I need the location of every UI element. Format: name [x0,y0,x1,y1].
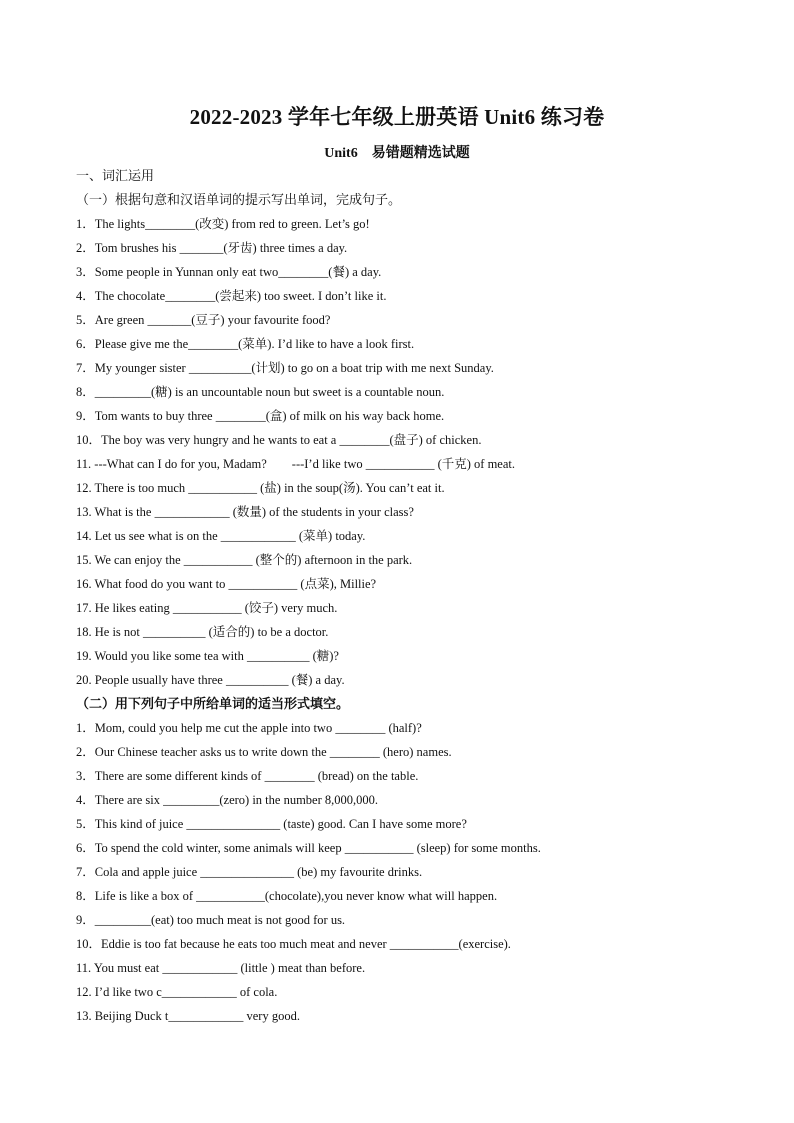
question-item: 14. Let us see what is on the ____________ (菜单) today. [76,529,366,543]
question-item: 12. There is too much ___________ (盐) in the soup(汤). You can’t eat it. [76,481,445,495]
question-item: 11. You must eat ____________ (little ) meat than before. [76,961,366,975]
question-item: 11. ---What can I do for you, Madam? ---I’d like two ___________ (千克) of meat. [76,457,515,471]
question-item: 16. What food do you want to ___________ (点菜), Millie? [76,577,377,591]
question-item: 15. We can enjoy the ___________ (整个的) afternoon in the park. [76,553,413,567]
question-item: 7．Cola and apple juice _______________ (be) my favourite drinks. [76,865,423,879]
question-item: 1．Mom, could you help me cut the apple into two ________ (half)? [76,721,422,735]
question-item: 18. He is not __________ (适合的) to be a doctor. [76,625,329,639]
question-item: 3．There are some different kinds of ________ (bread) on the table. [76,769,419,783]
question-item: 10．The boy was very hungry and he wants to eat a ________(盘子) of chicken. [76,433,482,447]
question-item: 3．Some people in Yunnan only eat two________(餐) a day. [76,265,382,279]
question-item: 1．The lights________(改变) from red to green. Let’s go! [76,217,370,231]
question-item: 13. Beijing Duck t____________ very good. [76,1009,300,1023]
question-item: 12. I’d like two c____________ of cola. [76,985,278,999]
question-item: 4．There are six _________(zero) in the number 8,000,000. [76,793,379,807]
question-item: 19. Would you like some tea with __________ (糖)? [76,649,339,663]
page-title: 2022-2023 学年七年级上册英语 Unit6 练习卷 [189,105,605,129]
question-item: 5．Are green _______(豆子) your favourite food? [76,313,331,327]
part1-heading: （一）根据句意和汉语单词的提示写出单词，完成句子。 [76,192,402,207]
question-item: 8．Life is like a box of ___________(chocolate),you never know what will happen. [76,889,498,903]
question-item: 2．Tom brushes his _______(牙齿) three times a day. [76,241,348,255]
question-item: 7．My younger sister __________(计划) to go on a boat trip with me next Sunday. [76,361,494,375]
worksheet-content [76,164,736,1028]
question-item: 20. People usually have three __________ (餐) a day. [76,673,345,687]
section-heading-vocabulary: 一、词汇运用 [76,168,155,183]
question-item: 4．The chocolate________(尝起来) too sweet. I don’t like it. [76,289,387,303]
question-item: 13. What is the ____________ (数量) of the students in your class? [76,505,414,519]
question-item: 17. He likes eating ___________ (饺子) very much. [76,601,338,615]
question-item: 8．_________(糖) is an uncountable noun but sweet is a countable noun. [76,385,445,399]
question-item: 5．This kind of juice _______________ (taste) good. Can I have some more? [76,817,467,831]
page-subtitle: Unit6 易错题精选试题 [324,146,470,161]
question-item: 6．Please give me the________(菜单). I’d like to have a look first. [76,337,415,351]
question-item: 9．Tom wants to buy three ________(盒) of milk on his way back home. [76,409,445,423]
question-item: 2．Our Chinese teacher asks us to write down the ________ (hero) names. [76,745,452,759]
question-item: 9．_________(eat) too much meat is not good for us. [76,913,346,927]
question-item: 10．Eddie is too fat because he eats too much meat and never ___________(exercise). [76,937,511,951]
question-item: 6．To spend the cold winter, some animals will keep ___________ (sleep) for some months. [76,841,541,855]
part2-heading: （二）用下列句子中所给单词的适当形式填空。 [76,696,350,711]
